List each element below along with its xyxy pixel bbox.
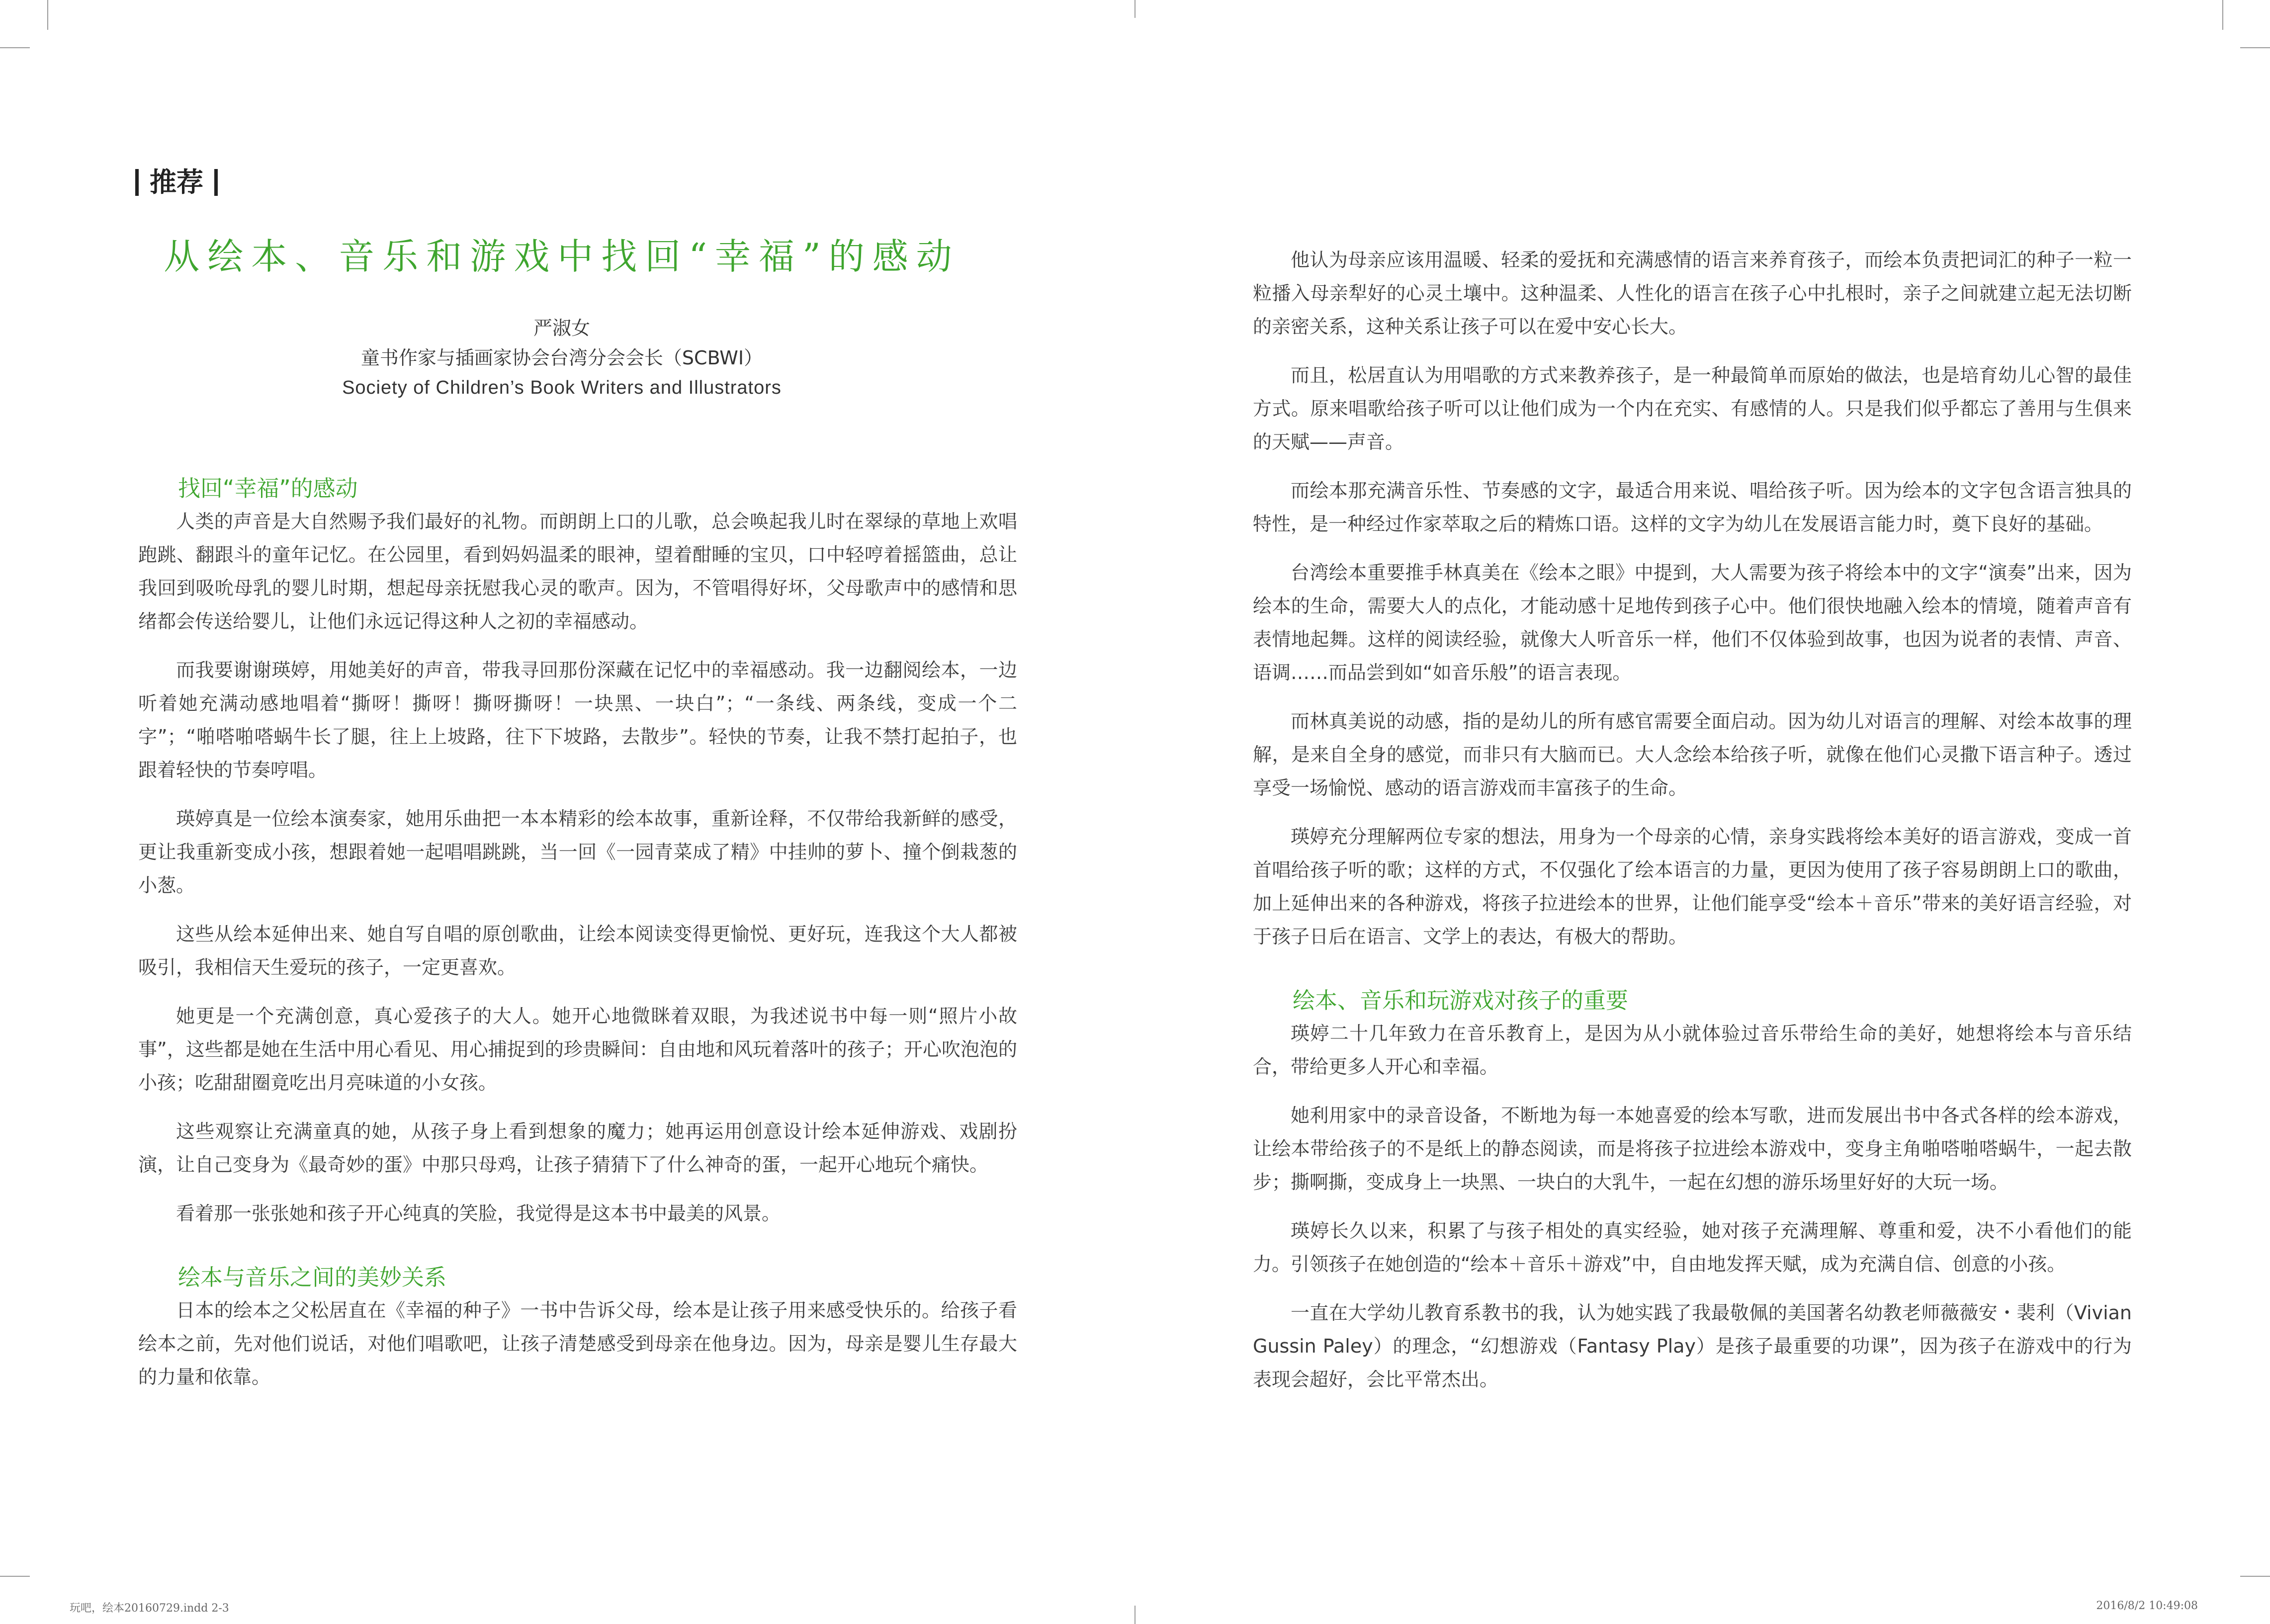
left-column bbox=[138, 472, 1017, 1409]
tag-bar-left bbox=[135, 169, 139, 196]
crop-mark bbox=[0, 47, 30, 48]
paragraph: 而我要谢谢瑛婷，用她美好的声音，带我寻回那份深藏在记忆中的幸福感动。我一边翻阅绘本，一边听着她充满动感地唱着“撕呀！撕呀！撕呀撕呀！一块黑、一块白”；“一条线、两条线，变成一个二字”；“啪嗒啪嗒蜗牛长了腿，往上上坡路，往下下坡路，去散步”。轻快的节奏，让我不禁打起拍子，也跟着轻快的节奏哼唱。 bbox=[138, 659, 1017, 781]
crop-mark bbox=[2240, 47, 2270, 48]
paragraph: 日本的绘本之父松居直在《幸福的种子》一书中告诉父母，绘本是让孩子用来感受快乐的。给孩子看绘本之前，先对他们说话，对他们唱歌吧，让孩子清楚感受到母亲在他身边。因为，母亲是婴儿生存最大的力量和依靠。 bbox=[138, 1299, 1017, 1388]
paragraph: 他认为母亲应该用温暖、轻柔的爱抚和充满感情的语言来养育孩子，而绘本负责把词汇的种子一粒一粒播入母亲犁好的心灵土壤中。这种温柔、人性化的语言在孩子心中扎根时，亲子之间就建立起无法切断的亲密关系，这种关系让孩子可以在爱中安心长大。 bbox=[1253, 249, 2132, 338]
section-tag-label: 推荐 bbox=[150, 167, 203, 198]
paragraph: 瑛婷充分理解两位专家的想法，用身为一个母亲的心情，亲身实践将绘本美好的语言游戏，变成一首首唱给孩子听的歌；这样的方式，不仅强化了绘本语言的力量，更因为使用了孩子容易朗朗上口的歌曲，加上延伸出来的各种游戏，将孩子拉进绘本的世界，让他们能享受“绘本＋音乐”带来的美好语言经验，对于孩子日后在语言、文学上的表达，有极大的帮助。 bbox=[1253, 826, 2132, 947]
paragraph: 瑛婷真是一位绘本演奏家，她用乐曲把一本本精彩的绘本故事，重新诠释，不仅带给我新鲜的感受，更让我重新变成小孩，想跟着她一起唱唱跳跳，当一回《一园青菜成了精》中挂帅的萝卜、撞个倒栽葱的小葱。 bbox=[138, 808, 1017, 896]
crop-mark bbox=[0, 1576, 30, 1577]
section-heading: 绘本与音乐之间的美妙关系 bbox=[178, 1264, 447, 1290]
paragraph: 台湾绘本重要推手林真美在《绘本之眼》中提到，大人需要为孩子将绘本中的文字“演奏”出来，因为绘本的生命，需要大人的点化，才能动感十足地传到孩子心中。他们很快地融入绘本的情境，随着声音有表情地起舞。这样的阅读经验，就像大人听音乐一样，他们不仅体验到故事，也因为说者的表情、声音、语调……而品尝到如“如音乐般”的语言表现。 bbox=[1253, 562, 2132, 684]
section-heading: 绘本、音乐和玩游戏对孩子的重要 bbox=[1293, 987, 1629, 1014]
paragraph: 而林真美说的动感，指的是幼儿的所有感官需要全面启动。因为幼儿对语言的理解、对绘本故事的理解，是来自全身的感觉，而非只有大脑而已。大人念绘本给孩子听，就像在他们心灵撒下语言种子。透过享受一场愉悦、感动的语言游戏而丰富孩子的生命。 bbox=[1253, 710, 2132, 799]
paragraph: 这些从绘本延伸出来、她自写自唱的原创歌曲，让绘本阅读变得更愉悦、更好玩，连我这个大人都被吸引，我相信天生爱玩的孩子，一定更喜欢。 bbox=[138, 923, 1017, 978]
right-column bbox=[1253, 244, 2132, 1412]
section-heading: 找回“幸福”的感动 bbox=[178, 475, 358, 502]
crop-mark bbox=[2240, 1576, 2270, 1577]
byline bbox=[149, 313, 974, 403]
print-slug-file: 玩吧，绘本20160729.indd 2-3 bbox=[70, 1602, 229, 1615]
paragraph: 瑛婷长久以来，积累了与孩子相处的真实经验，她对孩子充满理解、尊重和爱，决不小看他们的能力。引领孩子在她创造的“绘本＋音乐＋游戏”中，自由地发挥天赋，成为充满自信、创意的小孩。 bbox=[1253, 1220, 2132, 1275]
paragraph: 看着那一张张她和孩子开心纯真的笑脸，我觉得是这本书中最美的风景。 bbox=[176, 1202, 781, 1224]
author-role: 童书作家与插画家协会台湾分会会长（SCBWI） bbox=[360, 347, 763, 369]
paragraph: 瑛婷二十几年致力在音乐教育上，是因为从小就体验过音乐带给生命的美好，她想将绘本与音乐结合，带给更多人开心和幸福。 bbox=[1253, 1023, 2132, 1078]
section-tag bbox=[135, 169, 229, 196]
paragraph: 人类的声音是大自然赐予我们最好的礼物。而朗朗上口的儿歌，总会唤起我儿时在翠绿的草地上欢唱跑跳、翻跟斗的童年记忆。在公园里，看到妈妈温柔的眼神，望着酣睡的宝贝，口中轻哼着摇篮曲，总让我回到吸吮母乳的婴儿时期，想起母亲抚慰我心灵的歌声。因为，不管唱得好坏，父母歌声中的感情和思绪都会传送给婴儿，让他们永远记得这种人之初的幸福感动。 bbox=[138, 511, 1017, 632]
author-organization: Society of Children’s Book Writers and Illustrators bbox=[342, 377, 782, 398]
paragraph: 一直在大学幼儿教育系教书的我，认为她实践了我最敬佩的美国著名幼教老师薇薇安・裴利（Vivian Gussin Paley）的理念，“幻想游戏（Fantasy Play）是孩子最重要的功课”，因为孩子在游戏中的行为表现会超好，会比平常杰出。 bbox=[1253, 1302, 2132, 1390]
crop-mark bbox=[2222, 0, 2223, 30]
right-section-1 bbox=[1253, 244, 2132, 953]
paragraph: 她更是一个充满创意，真心爱孩子的大人。她开心地微眯着双眼，为我述说书中每一则“照片小故事”，这些都是她在生活中用心看见、用心捕捉到的珍贵瞬间：自由地和风玩着落叶的孩子；开心吹泡泡的小孩；吃甜甜圈竟吃出月亮味道的小女孩。 bbox=[138, 1005, 1017, 1094]
article-title: 从绘本、音乐和游戏中找回“幸福”的感动 bbox=[164, 236, 960, 277]
left-section-2 bbox=[138, 1261, 1017, 1394]
left-section-1 bbox=[138, 472, 1017, 1230]
author-name: 严淑女 bbox=[533, 317, 590, 339]
paragraph: 这些观察让充满童真的她，从孩子身上看到想象的魔力；她再运用创意设计绘本延伸游戏、戏剧扮演，让自己变身为《最奇妙的蛋》中那只母鸡，让孩子猜猜下了什么神奇的蛋，一起开心地玩个痛快。 bbox=[138, 1120, 1017, 1176]
paragraph: 而且，松居直认为用唱歌的方式来教养孩子，是一种最简单而原始的做法，也是培育幼儿心智的最佳方式。原来唱歌给孩子听可以让他们成为一个内在充实、有感情的人。只是我们似乎都忘了善用与生俱来的天赋——声音。 bbox=[1253, 364, 2132, 453]
paragraph: 而绘本那充满音乐性、节奏感的文字，最适合用来说、唱给孩子听。因为绘本的文字包含语言独具的特性，是一种经过作家萃取之后的精炼口语。这样的文字为幼儿在发展语言能力时，奠下良好的基础。 bbox=[1253, 480, 2132, 535]
tag-bar-right bbox=[214, 169, 218, 196]
paragraph: 她利用家中的录音设备，不断地为每一本她喜爱的绘本写歌，进而发展出书中各式各样的绘本游戏，让绘本带给孩子的不是纸上的静态阅读，而是将孩子拉进绘本游戏中，变身主角啪嗒啪嗒蜗牛，一起去散步；撕啊撕，变成身上一块黑、一块白的大乳牛，一起在幻想的游乐场里好好的大玩一场。 bbox=[1253, 1105, 2132, 1193]
crop-mark bbox=[47, 0, 48, 30]
print-slug-timestamp: 2016/8/2 10:49:08 bbox=[2096, 1600, 2198, 1612]
right-section-2 bbox=[1253, 984, 2132, 1396]
